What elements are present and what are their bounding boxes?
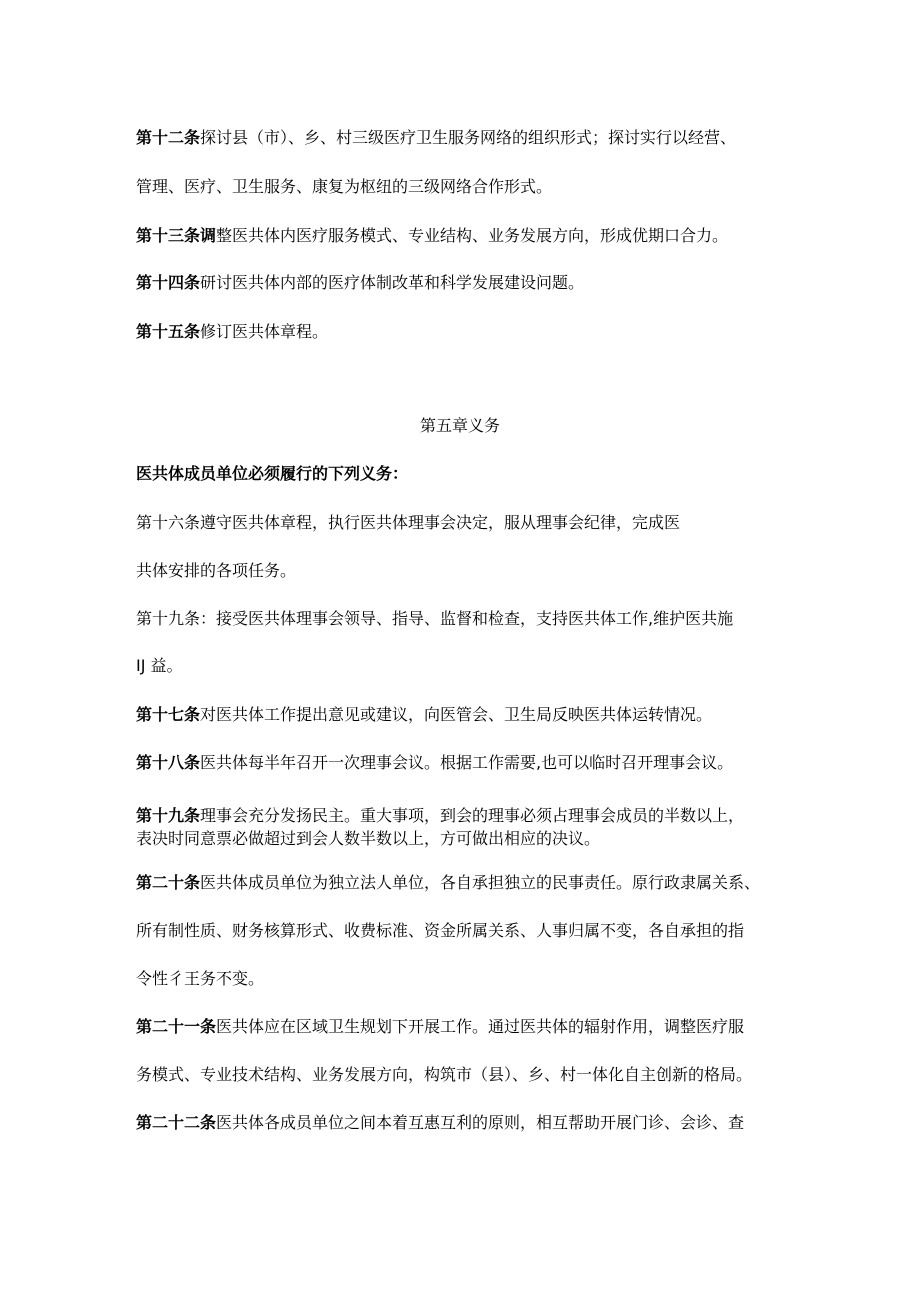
article-19b-line-1: 第十九条：接受医共体理事会领导、指导、监督和检查，支持医共体工作,维护医共施 [136, 609, 734, 628]
article-12-line-2: 管理、医疗、卫生服务、康复为枢纽的三级网络合作形式。 [136, 177, 553, 196]
article-19-label: 第十九条 [136, 806, 201, 825]
article-22-label: 第二十二条 [136, 1113, 217, 1132]
article-19-text: 理事会充分发扬民主。重大事项，到会的理事必须占理事会成员的半数以上， [200, 806, 745, 825]
article-20-line-1 [136, 873, 816, 893]
article-20-line-3: 令性彳王务不变。 [136, 969, 265, 988]
article-20-label: 第二十条 [136, 873, 201, 892]
article-21-label: 第二十一条 [136, 1017, 217, 1036]
chapter-5-title: 第五章义务 [419, 416, 500, 435]
article-15-text: 修订医共体章程。 [200, 322, 329, 341]
article-17-label: 第十七条 [136, 705, 201, 724]
article-14-label: 第十四条 [136, 273, 201, 292]
article-15-label: 第十五条 [136, 322, 201, 341]
article-17-text: 对医共体工作提出意见或建议，向医管会、卫生局反映医共体运转情况。 [200, 705, 713, 724]
article-22-text: 医共体各成员单位之间本着互惠互利的原则，相互帮助开展门诊、会诊、查 [216, 1113, 745, 1132]
article-22-line-1 [136, 1113, 816, 1133]
article-16-line-1: 第十六条遵守医共体章程，执行医共体理事会决定，服从理事会纪律，完成医 [136, 513, 681, 532]
article-21-line-1 [136, 1017, 816, 1037]
article-18-label: 第十八条 [136, 753, 201, 772]
article-14-text: 研讨医共体内部的医疗体制改革和科学发展建设问题。 [200, 273, 585, 292]
article-12-line-1 [136, 128, 816, 148]
article-19b-line-2: IJ 益。 [136, 656, 183, 675]
article-20-text: 医共体成员单位为独立法人单位，各自承担独立的民事责任。原行政隶属关系、 [200, 873, 761, 892]
article-20-line-2: 所有制性质、财务核算形式、收费标准、资金所属关系、人事归属不变，各自承担的指 [136, 921, 745, 940]
article-15 [136, 322, 816, 342]
article-16-line-2: 共体安排的各项任务。 [136, 561, 297, 580]
article-18-text: 医共体每半年召开一次理事会议。根据工作需要,也可以临时召开理事会议。 [200, 753, 734, 772]
article-19-line-2: 表决时同意票必做超过到会人数半数以上，方可做出相应的决议。 [136, 829, 601, 848]
article-17 [136, 705, 816, 725]
article-21-text: 医共体应在区域卫生规划下开展工作。通过医共体的辐射作用，调整医疗服 [216, 1017, 745, 1036]
chapter-5-intro: 医共体成员单位必须履行的下列义务： [136, 464, 409, 483]
article-14 [136, 273, 816, 293]
article-13 [136, 226, 816, 246]
article-13-label: 第十三条调 [136, 226, 217, 245]
article-21-line-2: 务模式、专业技术结构、业务发展方向，构筑市（县）、乡、村一体化自主创新的格局。 [136, 1065, 753, 1084]
article-12-label: 第十二条 [136, 128, 201, 147]
article-18 [136, 753, 816, 773]
article-13-text: 整医共体内医疗服务模式、专业结构、业务发展方向，形成优期口合力。 [216, 226, 729, 245]
article-12-text: 探讨县（市）、乡、村三级医疗卫生服务网络的组织形式；探讨实行以经营、 [200, 128, 737, 147]
article-19-line-1 [136, 806, 816, 826]
